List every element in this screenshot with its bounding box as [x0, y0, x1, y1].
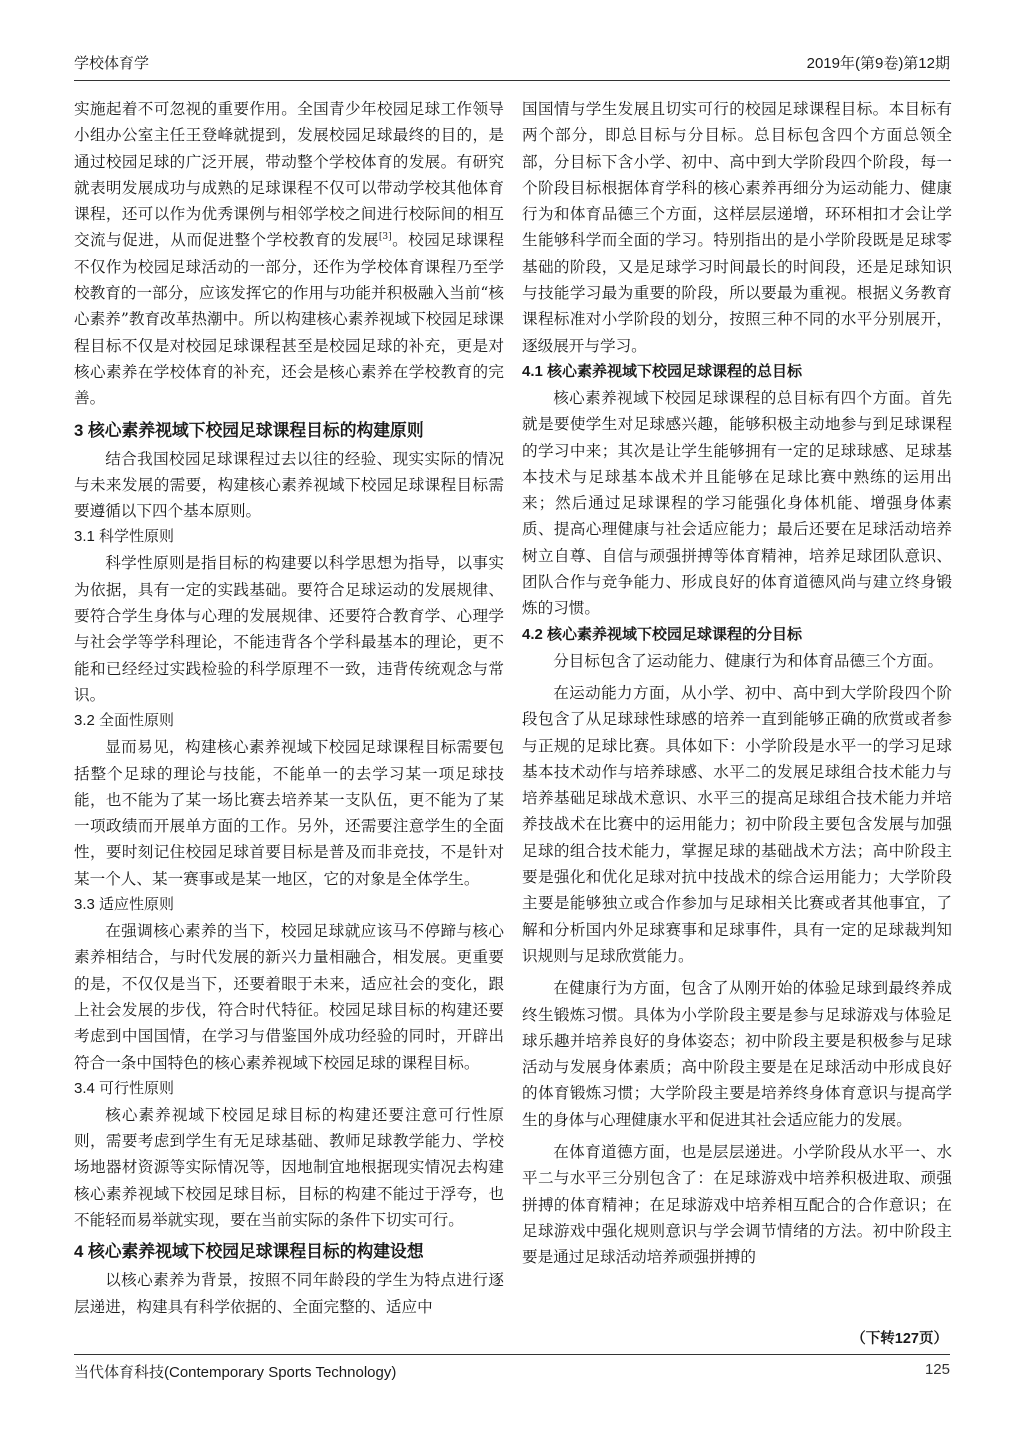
- footer-journal-name: 当代体育科技(Contemporary Sports Technology): [74, 1364, 397, 1381]
- citation-ref[interactable]: [3]: [378, 232, 392, 243]
- continued-note: （下转127页）: [851, 1331, 948, 1347]
- subsection-heading-3-3: 3.3 适应性原则: [74, 896, 175, 914]
- paragraph: 核心素养视域下校园足球课程的总目标有四个方面。首先就是要使学生对足球感兴趣，能够积极主动地参与到足球课程的学习中来；其次是让学生能够拥有一定的足球球感、足球基本技术与足球基本战术并且能够在足球比赛中熟练的运用出来；然后通过足球课程的学习能强化身体机能、增强身体素质、提高心理健康与社会适应能力；最后还要在足球活动培养树立自尊、自信与顽强拼搏等体育精神，培养足球团队意识、团队合作与竞争能力、形成良好的体育道德风尚与建立终身锻炼的习惯。: [522, 388, 952, 618]
- header-issue: 2019年(第9卷)第12期: [806, 55, 950, 72]
- subsection-heading-3-4: 3.4 可行性原则: [74, 1079, 175, 1097]
- footer-rule: [74, 1354, 950, 1355]
- header-journal-title: 学校体育学: [74, 55, 150, 72]
- section-heading-3: 3 核心素养视域下校园足球课程目标的构建原则: [74, 420, 424, 440]
- paragraph: 以核心素养为背景，按照不同年龄段的学生为特点进行逐层递进，构建具有科学依据的、全面完整的、适应中: [74, 1271, 504, 1316]
- paragraph-intro-continued: 实施起着不可忽视的重要作用。全国青少年校园足球工作领导小组办公室主任王登峰就提到，发展校园足球最终的目的，是通过校园足球的广泛开展，带动整个学校体育的发展。有研究就表明发展成功与成熟的足球课程不仅可以带动学校其他体育课程，还可以作为优秀课例与相邻学校之间进行校际间的相互交流与促进，从而促进整个学校教育的发展[3]。校园足球课程不仅作为校园足球活动的一部分，还作为学校体育课程乃至学校教育的一部分，应该发挥它的作用与功能并积极融入当前“核心素养”教育改革热潮中。所以构建核心素养视域下校园足球课程目标不仅是对校园足球课程甚至是校园足球的补充，更是对核心素养在学校体育的补充，还会是核心素养在学校教育的完善。: [74, 100, 504, 408]
- subsection-heading-3-2: 3.2 全面性原则: [74, 712, 175, 730]
- paragraph: 核心素养视域下校园足球目标的构建还要注意可行性原则，需要考虑到学生有无足球基础、教师足球教学能力、学校场地器材资源等实际情况等，因地制宜地根据现实情况去构建核心素养视域下校园足球目标，目标的构建不能过于浮夸，也不能轻而易举就实现，要在当前实际的条件下切实可行。: [74, 1105, 504, 1229]
- paragraph: 在健康行为方面，包含了从刚开始的体验足球到最终养成终生锻炼习惯。具体为小学阶段主要是参与足球游戏与体验足球乐趣并培养良好的身体姿态；初中阶段主要是积极参与足球活动与发展身体素质；高中阶段主要是在足球活动中形成良好的体育锻炼习惯；大学阶段主要是培养终身体育意识与提高学生的身体与心理健康水平和促进其社会适应能力的发展。: [522, 979, 952, 1129]
- page-number: 125: [924, 1361, 950, 1378]
- paragraph: 科学性原则是指目标的构建要以科学思想为指导，以事实为依据，具有一定的实践基础。要符合足球运动的发展规律、要符合学生身体与心理的发展规律、还要符合教育学、心理学与社会学等学科理论，不能违背各个学科最基本的理论，更不能和已经经过实践检验的科学原理不一致，违背传统观念与常识。: [74, 554, 504, 704]
- paragraph: 结合我国校园足球课程过去以往的经验、现实实际的情况与未来发展的需要，构建核心素养视域下校园足球课程目标需要遵循以下四个基本原则。: [74, 449, 504, 521]
- paragraph: 在强调核心素养的当下，校园足球就应该马不停蹄与核心素养相结合，与时代发展的新兴力量相融合，相发展。更重要的是，不仅仅是当下，还要着眼于未来，适应社会的变化，跟上社会发展的步伐，符合时代特征。校园足球目标的构建还要考虑到中国国情，在学习与借鉴国外成功经验的同时，开辟出符合一条中国特色的核心素养视域下校园足球的课程目标。: [74, 922, 504, 1072]
- header-rule: [74, 80, 950, 81]
- paragraph: 显而易见，构建核心素养视域下校园足球课程目标需要包括整个足球的理论与技能，不能单一的去学习某一项足球技能，也不能为了某一场比赛去培养某一支队伍，更不能为了某一项政绩而开展单方面的工作。另外，还需要注意学生的全面性，要时刻记住校园足球首要目标是普及而非竞技，不是针对某一个人、某一赛事或是某一地区，它的对象是全体学生。: [74, 738, 504, 888]
- right-column: [522, 96, 952, 1270]
- subsection-heading-3-1: 3.1 科学性原则: [74, 528, 175, 546]
- subsection-heading-4-1: 4.1 核心素养视域下校园足球课程的总目标: [522, 362, 803, 380]
- paragraph: 国国情与学生发展且切实可行的校园足球课程目标。本目标有两个部分，即总目标与分目标。总目标包含四个方面总领全部，分目标下含小学、初中、高中到大学阶段四个阶段，每一个阶段目标根据体育学科的核心素养再细分为运动能力、健康行为和体育品德三个方面，这样层层递增，环环相扣才会让学生能够科学而全面的学习。特别指出的是小学阶段既是足球零基础的阶段，又是足球学习时间最长的时间段，还是足球知识与技能学习最为重要的阶段，所以要最为重视。根据义务教育课程标准对小学阶段的划分，按照三种不同的水平分别展开，逐级展开与学习。: [522, 100, 952, 355]
- running-header: [74, 48, 950, 78]
- subsection-heading-4-2: 4.2 核心素养视域下校园足球课程的分目标: [522, 625, 803, 643]
- paragraph: 在运动能力方面，从小学、初中、高中到大学阶段四个阶段包含了从足球球性球感的培养一直到能够正确的欣赏或者参与正规的足球比赛。具体如下：小学阶段是水平一的学习足球基本技术动作与培养球感、水平二的发展足球组合技术能力与培养基础足球战术意识、水平三的提高足球组合技术能力并培养技战术在比赛中的运用能力；初中阶段主要包含发展与加强足球的组合技术能力，掌握足球的基础战术方法；高中阶段主要是强化和优化足球对抗中技战术的综合运用能力；大学阶段主要是能够独立或合作参加与足球相关比赛或者其他事宜，了解和分析国内外足球赛事和足球事件，具有一定的足球裁判知识规则与足球欣赏能力。: [522, 683, 952, 965]
- section-heading-4: 4 核心素养视域下校园足球课程目标的构建设想: [74, 1242, 424, 1262]
- paragraph: 在体育道德方面，也是层层递进。小学阶段从水平一、水平二与水平三分别包含了：在足球游戏中培养积极进取、顽强拼搏的体育精神；在足球游戏中培养相互配合的合作意识；在足球游戏中强化规则意识与学会调节情绪的方法。初中阶段主要是通过足球活动培养顽强拼搏的: [522, 1142, 952, 1267]
- paragraph: 分目标包含了运动能力、健康行为和体育品德三个方面。: [553, 651, 944, 670]
- left-column: [74, 96, 504, 1320]
